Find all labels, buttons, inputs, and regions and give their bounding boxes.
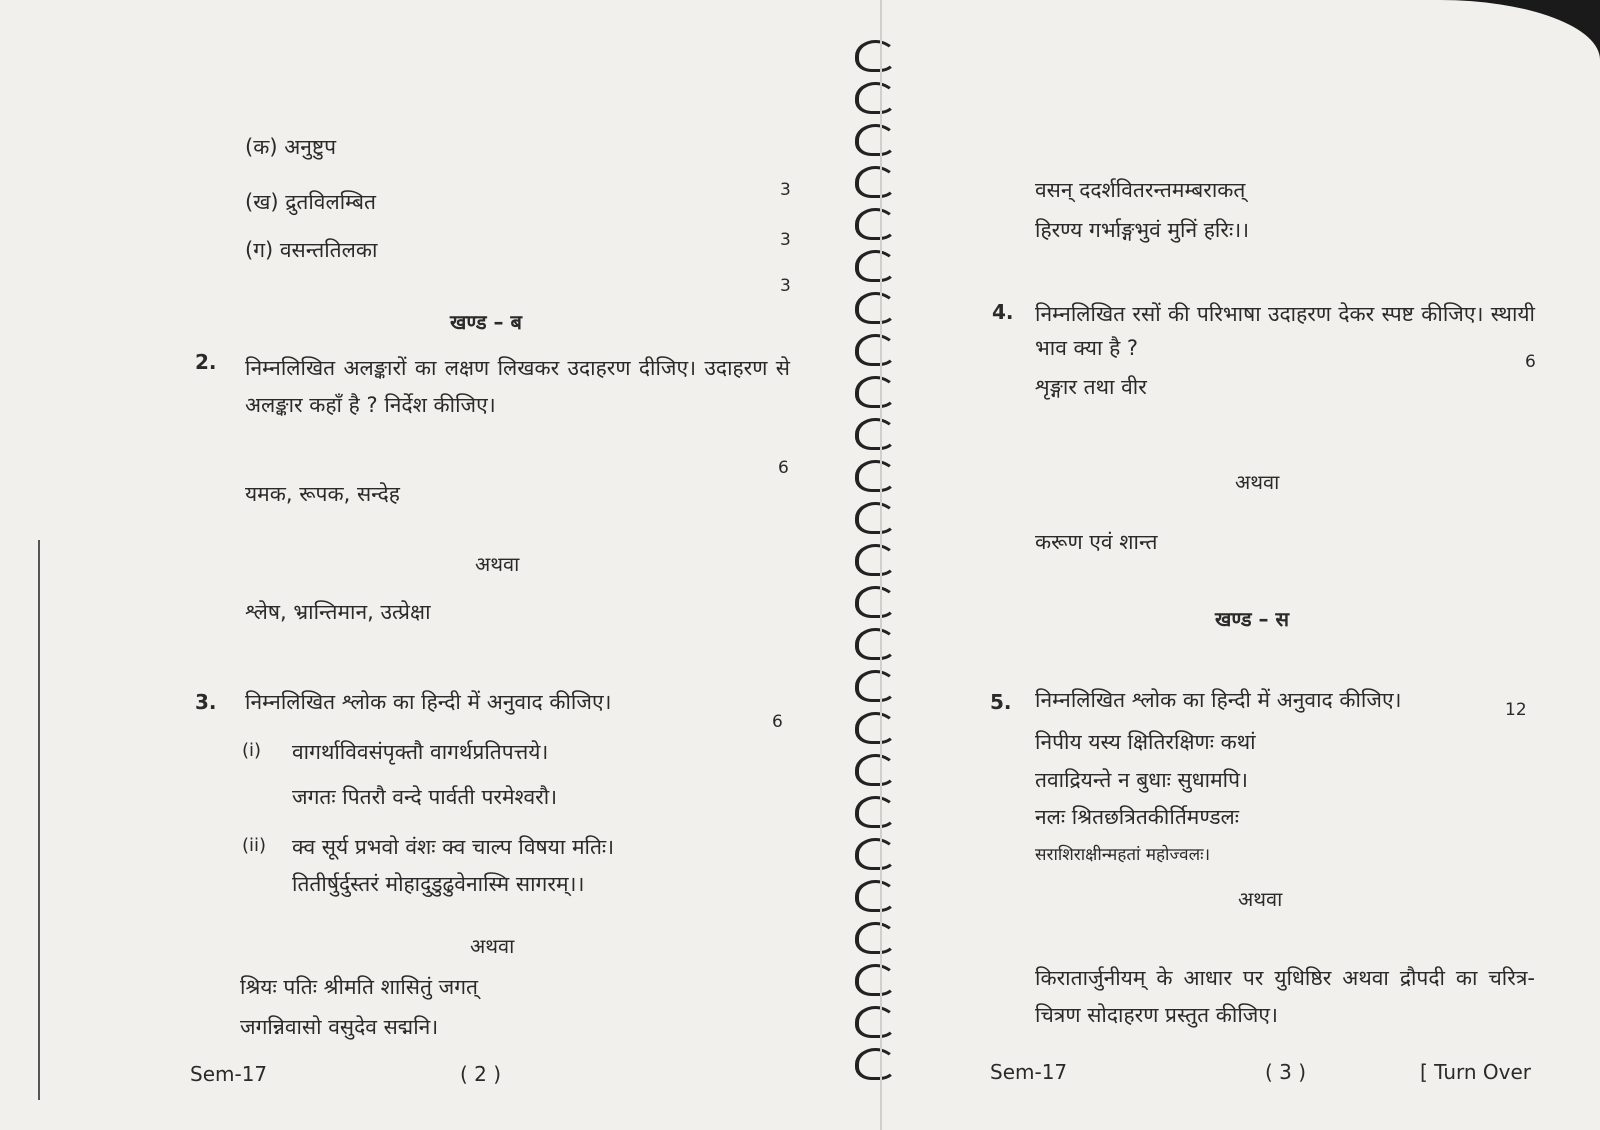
q3-alt-line1: श्रियः पतिः श्रीमति शासितुं जगत् [240, 975, 478, 999]
q3-text: निम्नलिखित श्लोक का हिन्दी में अनुवाद कीजिए। [245, 690, 612, 714]
q4-alt-list: करूण एवं शान्त [1035, 530, 1158, 554]
q4-number: 4. [992, 300, 1014, 324]
turn-over-label: [ Turn Over [1420, 1060, 1532, 1084]
marks-1: 3 [780, 180, 791, 200]
footer-code-right: Sem-17 [990, 1060, 1068, 1084]
q3-ii-line2: तितीर्षुर्दुस्तरं मोहादुडुढुवेनास्मि सागरम्।। [292, 872, 585, 896]
q5-marks: 12 [1505, 700, 1527, 720]
q5-number: 5. [990, 690, 1012, 714]
cont-line2: हिरण्य गर्भाङ्गभुवं मुनिं हरिः।। [1035, 218, 1250, 242]
q4-marks: 6 [1525, 352, 1536, 372]
right-page [880, 0, 1600, 1130]
option-kha: (ख) द्रुतविलम्बित [245, 190, 376, 214]
q5-text: निम्नलिखित श्लोक का हिन्दी में अनुवाद कीजिए। [1035, 688, 1402, 712]
q5-line3: नलः श्रितछत्रितकीर्तिमण्डलः [1035, 805, 1240, 829]
q3-marks: 6 [772, 712, 783, 732]
q2-marks: 6 [778, 458, 789, 478]
q3-i-line1: वागर्थाविवसंपृक्तौ वागर्थप्रतिपत्तये। [292, 740, 549, 764]
q3-number: 3. [195, 690, 217, 714]
q5-line4: सराशिराक्षीन्महतां महोज्वलः। [1035, 845, 1211, 865]
footer-page-number-right: ( 3 ) [1265, 1060, 1307, 1084]
q5-alt-text: किरातार्जुनीयम् के आधार पर युधिष्ठिर अथवा द्रौपदी का चरित्र-चित्रण सोदाहरण प्रस्तुत कीजिए। [1035, 966, 1535, 1027]
q3-ii-label: (ii) [242, 835, 267, 856]
q4-text: निम्नलिखित रसों की परिभाषा उदाहरण देकर स्पष्ट कीजिए। स्थायी भाव क्या है ? [1035, 302, 1535, 360]
q3-i-line2: जगतः पितरौ वन्दे पार्वती परमेश्वरौ। [292, 785, 558, 809]
q4-or: अथवा [1235, 470, 1280, 494]
option-ka: (क) अनुष्टुप [245, 135, 337, 159]
q3-alt-line2: जगन्निवासो वसुदेव सद्मनि। [240, 1015, 439, 1039]
marks-3: 3 [780, 276, 791, 296]
footer-page-number-left: ( 2 ) [460, 1062, 502, 1086]
marks-2: 3 [780, 230, 791, 250]
q5-or: अथवा [1238, 887, 1283, 911]
q3-ii-line1: क्व सूर्य प्रभवो वंशः क्व चाल्प विषया मतिः। [292, 835, 615, 859]
option-ga: (ग) वसन्ततिलका [245, 238, 378, 262]
q4-list: शृङ्गार तथा वीर [1035, 375, 1147, 399]
q3-or: अथवा [470, 934, 515, 958]
cont-line1: वसन् ददर्शवितरन्तमम्बराकत् [1035, 178, 1246, 202]
q2-number: 2. [195, 350, 217, 374]
q5-line2: तवाद्रियन्ते न बुधाः सुधामपि। [1035, 768, 1248, 792]
q2-alt-list: श्लेष, भ्रान्तिमान, उत्प्रेक्षा [245, 600, 431, 624]
footer-code-left: Sem-17 [190, 1062, 268, 1086]
q5-line1: निपीय यस्य क्षितिरक्षिणः कथां [1035, 730, 1256, 754]
q3-i-label: (i) [242, 740, 262, 761]
q2-list: यमक, रूपक, सन्देह [245, 482, 400, 506]
section-b-heading: खण्ड – ब [450, 310, 522, 334]
q2-or: अथवा [475, 552, 520, 576]
section-c-heading: खण्ड – स [1215, 607, 1290, 631]
q2-text: निम्नलिखित अलङ्कारों का लक्षण लिखकर उदाहरण दीजिए। उदाहरण से अलङ्कार कहाँ है ? निर्देश कीजिए। [245, 356, 790, 417]
